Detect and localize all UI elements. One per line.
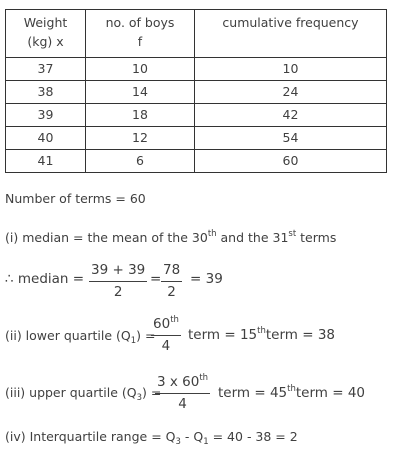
cell-boys: 6	[86, 150, 195, 173]
median-result: = 39	[190, 271, 223, 287]
median-statement	[5, 230, 336, 245]
upper-quartile-result: term = 40	[295, 385, 366, 401]
lower-quartile-label	[5, 328, 156, 346]
fraction-numerator	[155, 374, 210, 394]
header-weight-line1: Weight	[23, 15, 68, 30]
lower-quartile-fraction	[151, 316, 181, 355]
ordinal-suffix: th	[257, 326, 266, 336]
header-boys-line1: no. of boys	[105, 15, 175, 30]
cell-weight: 39	[6, 104, 86, 127]
header-weight	[6, 10, 86, 58]
fraction-denominator: 2	[167, 284, 176, 300]
median-statement-text: and the 31	[216, 230, 289, 245]
cell-cf: 54	[195, 127, 387, 150]
cell-cf: 24	[195, 81, 387, 104]
table-row	[6, 58, 387, 81]
upper-quartile-text: (iii) upper quartile (Q	[5, 385, 137, 400]
ordinal-suffix: th	[170, 315, 179, 325]
cell-weight: 40	[6, 127, 86, 150]
table-row	[6, 127, 387, 150]
upper-quartile-label	[5, 385, 162, 403]
fraction-denominator: 2	[113, 284, 123, 300]
subscript: 1	[203, 437, 209, 447]
term-text: term = 45	[218, 385, 288, 401]
interquartile-range	[5, 429, 298, 447]
header-boys	[86, 10, 195, 58]
median-fraction-2	[161, 262, 182, 301]
table-row	[6, 104, 387, 127]
cell-weight: 38	[6, 81, 86, 104]
ordinal-suffix: th	[199, 373, 209, 383]
number-of-terms: Number of terms = 60	[5, 191, 146, 206]
cell-boys: 14	[86, 81, 195, 104]
median-statement-text: (i) median = the mean of the 30	[5, 230, 208, 245]
header-boys-line2: f	[137, 34, 143, 49]
cell-boys: 10	[86, 58, 195, 81]
ordinal-suffix: th	[207, 229, 217, 239]
iqr-text: = 40 - 38 = 2	[208, 429, 298, 444]
subscript: 1	[130, 336, 137, 346]
cell-boys: 18	[86, 104, 195, 127]
cell-boys: 12	[86, 127, 195, 150]
cell-cf: 60	[195, 150, 387, 173]
cell-weight: 41	[6, 150, 86, 173]
upper-quartile-term	[218, 385, 365, 401]
subscript: 3	[175, 437, 181, 447]
header-cumulative: cumulative frequency	[195, 10, 387, 58]
numerator-value: 3 x 60	[157, 374, 200, 390]
header-weight-line2: (kg) x	[27, 34, 64, 49]
upper-quartile-text: ) =	[142, 385, 162, 400]
cell-cf: 42	[195, 104, 387, 127]
median-statement-text: terms	[296, 230, 337, 245]
subscript: 3	[136, 393, 143, 403]
fraction-denominator: 4	[161, 338, 171, 354]
table-row	[6, 81, 387, 104]
lower-quartile-result: term = 38	[265, 327, 336, 343]
fraction-numerator: 78	[161, 262, 182, 282]
cell-cf: 10	[195, 58, 387, 81]
numerator-value: 60	[153, 316, 171, 332]
median-prefix: ∴ median =	[5, 271, 85, 287]
table-row	[6, 150, 387, 173]
upper-quartile-fraction	[155, 374, 210, 413]
iqr-text: (iv) Interquartile range = Q	[5, 429, 176, 444]
fraction-denominator: 4	[178, 396, 187, 412]
fraction-numerator: 39 + 39	[89, 262, 147, 282]
equals-sign: =	[150, 271, 162, 287]
median-fraction-1	[89, 262, 147, 301]
lower-quartile-text: (ii) lower quartile (Q	[5, 328, 131, 343]
fraction-numerator	[151, 316, 181, 336]
ordinal-suffix: st	[288, 229, 297, 239]
lower-quartile-term	[188, 327, 335, 343]
iqr-text: - Q	[180, 429, 204, 444]
cell-weight: 37	[6, 58, 86, 81]
ordinal-suffix: th	[287, 384, 296, 394]
term-text: term = 15	[188, 327, 258, 343]
frequency-table	[5, 9, 387, 173]
table-header-row	[6, 10, 387, 58]
lower-quartile-text: ) =	[136, 328, 156, 343]
